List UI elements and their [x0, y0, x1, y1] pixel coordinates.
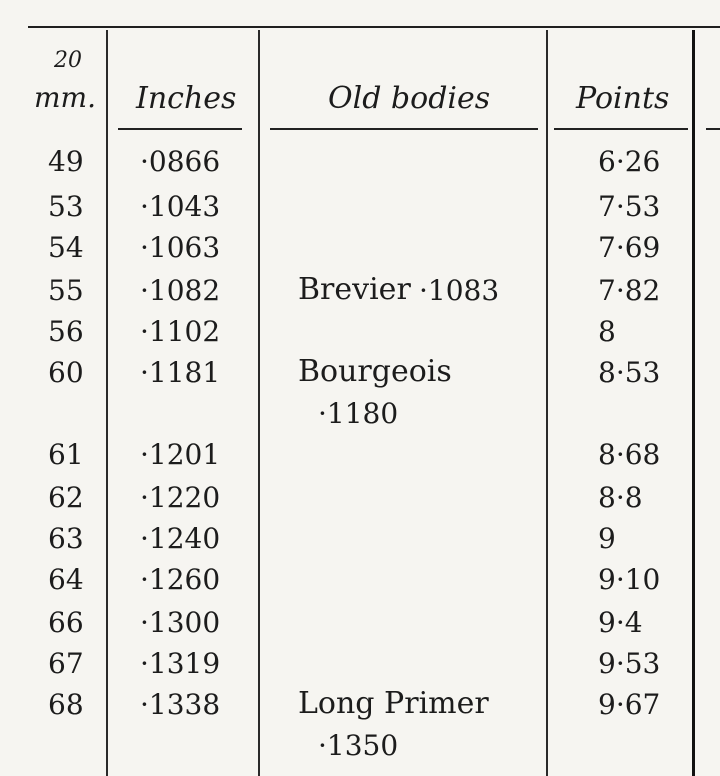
header-mm-top: 20 — [54, 48, 82, 73]
points-value: 8·53 — [598, 356, 661, 389]
mm-value: 49 — [48, 145, 84, 178]
points-value: 9·67 — [598, 688, 661, 721]
old-body-name: Bourgeois — [298, 354, 452, 389]
points-value: 6·26 — [598, 145, 661, 178]
inches-value: ·1240 — [140, 522, 221, 555]
header-inches: Inches — [136, 81, 237, 116]
old-body-name: Long Primer — [298, 686, 489, 721]
column-divider-old-bodies — [546, 30, 548, 776]
points-value: 8·68 — [598, 438, 661, 471]
inches-value: ·1181 — [140, 356, 221, 389]
mm-value: 64 — [48, 563, 84, 596]
inches-value: ·1338 — [140, 688, 221, 721]
points-value: 7·53 — [598, 190, 661, 223]
header-rule-old-bodies — [270, 128, 538, 130]
mm-value: 56 — [48, 315, 84, 348]
top-rule — [28, 26, 720, 28]
header-rule-inches — [118, 128, 242, 130]
points-value: 7·82 — [598, 274, 661, 307]
mm-value: 63 — [48, 522, 84, 555]
points-value: 9·10 — [598, 563, 661, 596]
inches-value: ·1063 — [140, 231, 221, 264]
inches-value: ·1201 — [140, 438, 221, 471]
header-rule-next — [706, 128, 720, 130]
points-value: 8·8 — [598, 481, 643, 514]
points-value: 7·69 — [598, 231, 661, 264]
inches-value: ·1043 — [140, 190, 221, 223]
header-rule-points — [554, 128, 688, 130]
mm-value: 62 — [48, 481, 84, 514]
mm-value: 54 — [48, 231, 84, 264]
points-value: 9·53 — [598, 647, 661, 680]
mm-value: 67 — [48, 647, 84, 680]
points-value: 8 — [598, 315, 616, 348]
points-value: 9·4 — [598, 606, 643, 639]
column-divider-inches — [258, 30, 260, 776]
mm-value: 61 — [48, 438, 84, 471]
header-points: Points — [576, 81, 670, 116]
inches-value: ·1082 — [140, 274, 221, 307]
inches-value: ·1300 — [140, 606, 221, 639]
inches-value: ·1220 — [140, 481, 221, 514]
mm-value: 55 — [48, 274, 84, 307]
mm-value: 60 — [48, 356, 84, 389]
mm-value: 66 — [48, 606, 84, 639]
header-old-bodies: Old bodies — [328, 81, 491, 116]
old-body-value: ·1083 — [419, 274, 500, 307]
points-value: 9 — [598, 522, 616, 555]
inches-value: ·1102 — [140, 315, 221, 348]
column-divider-points — [692, 30, 695, 776]
inches-value: ·1319 — [140, 647, 221, 680]
mm-value: 53 — [48, 190, 84, 223]
old-body-name: Brevier — [298, 272, 411, 307]
mm-value: 68 — [48, 688, 84, 721]
header-mm: mm. — [34, 81, 97, 114]
old-body-value: ·1350 — [318, 729, 399, 762]
old-body-value: ·1180 — [318, 397, 399, 430]
inches-value: ·1260 — [140, 563, 221, 596]
inches-value: ·0866 — [140, 145, 221, 178]
column-divider-mm — [106, 30, 108, 776]
